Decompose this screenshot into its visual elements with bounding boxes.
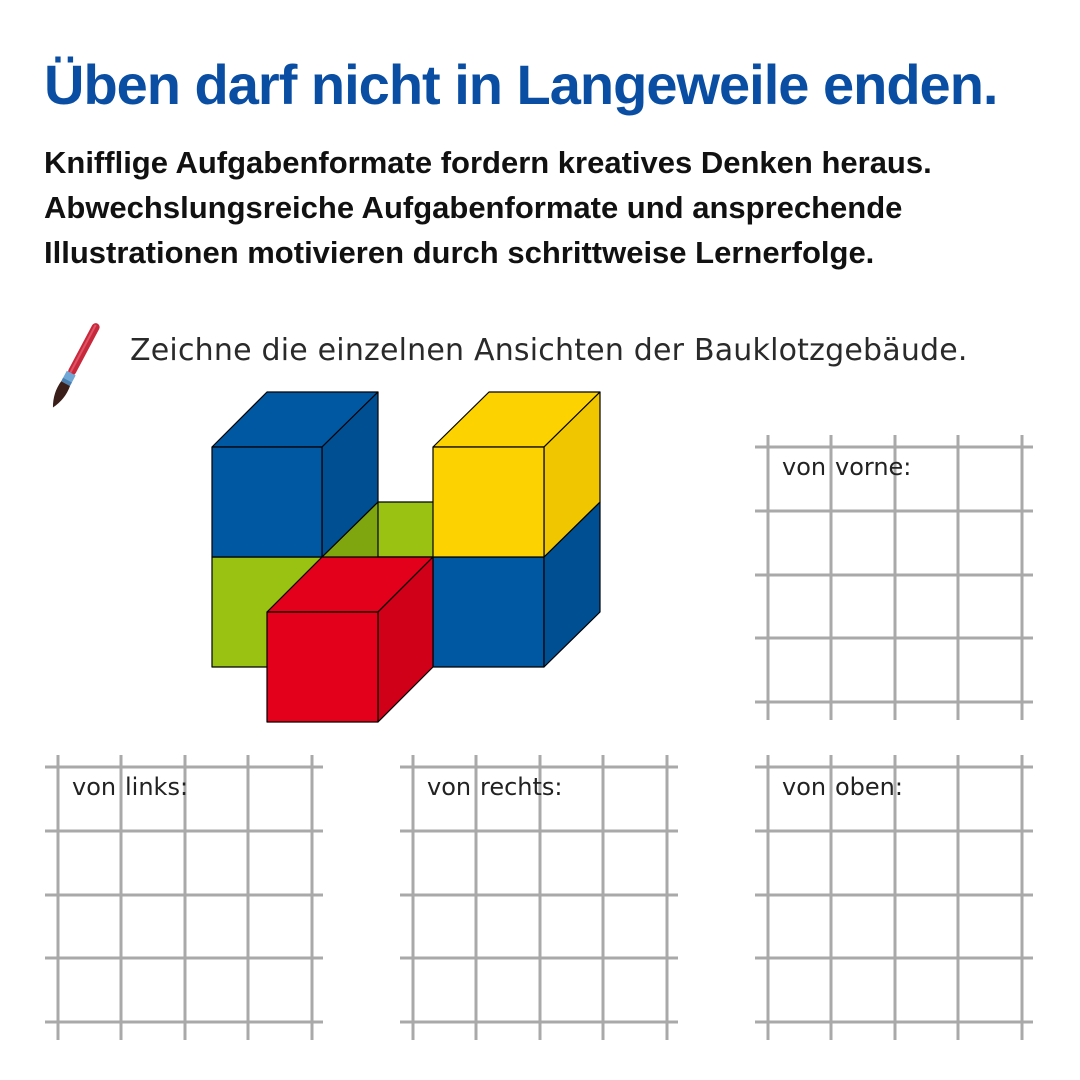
yellow-cube-front — [433, 447, 544, 557]
label-word: rechts: — [480, 773, 563, 801]
grid-top-view[interactable] — [755, 755, 1055, 1040]
label-word: oben: — [835, 773, 903, 801]
task-instruction: Zeichne die einzelnen Ansichten der Bauklotzgebäude. — [130, 333, 968, 368]
label-word: von — [427, 773, 472, 801]
cube-building-illustration — [205, 385, 605, 730]
grid-front-view[interactable] — [755, 435, 1055, 720]
label-word: von — [782, 773, 827, 801]
label-word: vorne: — [835, 453, 912, 481]
intro-line: Illustrationen motivieren durch schrittweise Lernerfolge. — [44, 235, 875, 270]
label-word: links: — [125, 773, 189, 801]
grid-left-view[interactable] — [45, 755, 345, 1040]
red-cube-front — [267, 612, 378, 722]
blue-cube-lower-front — [433, 557, 544, 667]
paintbrush-icon — [40, 316, 110, 416]
blue-cube-front — [212, 447, 322, 557]
intro-line: Abwechslungsreiche Aufgabenformate und ansprechende — [44, 190, 903, 225]
label-word: von — [72, 773, 117, 801]
intro-line: Knifflige Aufgabenformate fordern kreatives Denken heraus. — [44, 145, 932, 180]
intro-text — [44, 140, 932, 275]
grid-right-view[interactable] — [400, 755, 700, 1040]
page-title: Üben darf nicht in Langeweile enden. — [44, 53, 998, 116]
label-word: von — [782, 453, 827, 481]
